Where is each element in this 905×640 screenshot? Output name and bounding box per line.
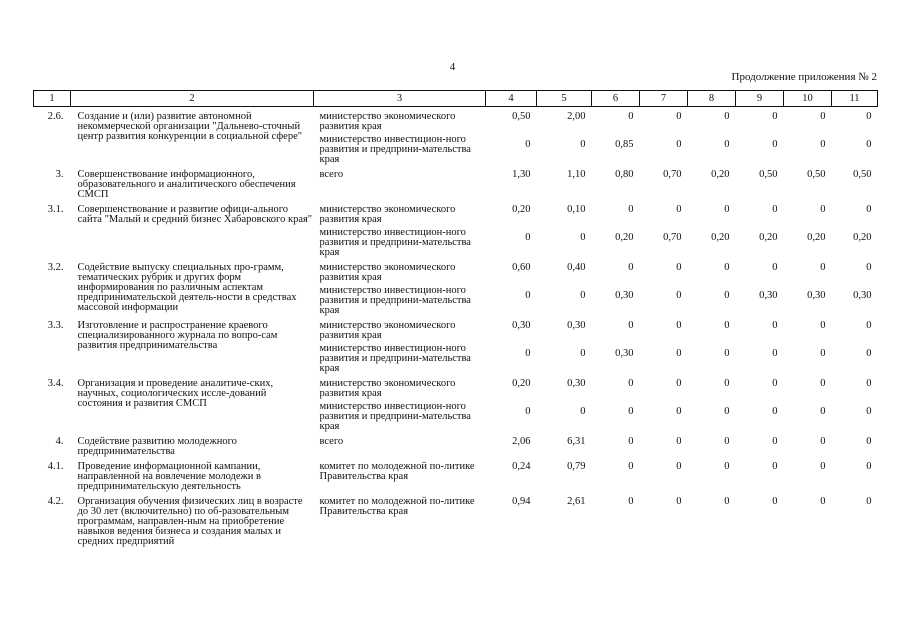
value-col-6: 0 bbox=[628, 378, 634, 389]
value-col-4: 0,20 bbox=[512, 378, 531, 389]
value-col-6: 0 bbox=[628, 436, 634, 447]
executor: министерство инвестицион-ного развития и предприни-мательства края bbox=[319, 343, 471, 374]
budget-table bbox=[33, 90, 878, 547]
value-col-6: 0,20 bbox=[615, 232, 634, 243]
header-cell-4: 4 bbox=[486, 91, 537, 107]
item-code: 4. bbox=[55, 436, 64, 447]
value-col-11: 0,50 bbox=[853, 169, 872, 180]
table-row bbox=[34, 316, 878, 341]
value-col-6: 0,85 bbox=[615, 139, 634, 150]
value-col-10: 0 bbox=[820, 204, 826, 215]
value-col-6: 0 bbox=[628, 406, 634, 417]
value-col-9: 0 bbox=[772, 496, 778, 507]
value-col-8: 0 bbox=[724, 436, 730, 447]
value-col-7: 0 bbox=[676, 496, 682, 507]
value-col-7: 0 bbox=[676, 436, 682, 447]
value-col-6: 0,30 bbox=[615, 348, 634, 359]
page-number: 4 bbox=[449, 61, 456, 73]
item-code: 3.4. bbox=[47, 378, 64, 389]
value-col-8: 0 bbox=[724, 139, 730, 150]
value-col-10: 0 bbox=[820, 320, 826, 331]
value-col-7: 0 bbox=[676, 262, 682, 273]
value-col-5: 0 bbox=[580, 232, 586, 243]
value-col-7: 0 bbox=[676, 111, 682, 122]
executor: комитет по молодежной по-литике Правительства края bbox=[319, 461, 475, 482]
header-row bbox=[34, 91, 878, 107]
value-col-10: 0 bbox=[820, 262, 826, 273]
value-col-10: 0 bbox=[820, 348, 826, 359]
item-code: 3.1. bbox=[47, 204, 64, 215]
value-col-11: 0 bbox=[866, 406, 872, 417]
value-col-5: 0 bbox=[580, 290, 586, 301]
value-col-7: 0 bbox=[676, 378, 682, 389]
header-cell-2: 2 bbox=[71, 91, 314, 107]
appendix-continuation-label: Продолжение приложения № 2 bbox=[731, 71, 877, 83]
executor: министерство экономического развития края bbox=[319, 111, 456, 132]
executor: комитет по молодежной по-литике Правительства края bbox=[319, 496, 475, 517]
value-col-10: 0 bbox=[820, 139, 826, 150]
header-cell-5: 5 bbox=[537, 91, 592, 107]
value-col-10: 0 bbox=[820, 406, 826, 417]
value-col-4: 0 bbox=[525, 232, 531, 243]
item-name: Организация и проведение аналитиче-ских, научных, социологических иссле-дований состояния и развития СМСП bbox=[77, 378, 274, 409]
value-col-8: 0 bbox=[724, 111, 730, 122]
value-col-11: 0 bbox=[866, 262, 872, 273]
value-col-9: 0 bbox=[772, 111, 778, 122]
value-col-8: 0 bbox=[724, 320, 730, 331]
value-col-11: 0 bbox=[866, 461, 872, 472]
value-col-7: 0 bbox=[676, 320, 682, 331]
value-col-11: 0 bbox=[866, 111, 872, 122]
value-col-10: 0 bbox=[820, 111, 826, 122]
item-name: Проведение информационной кампании, направленной на вовлечение молодежи в предпринимательскую деятельность bbox=[77, 461, 261, 492]
value-col-10: 0,30 bbox=[807, 290, 826, 301]
table-row bbox=[34, 165, 878, 200]
value-col-7: 0 bbox=[676, 348, 682, 359]
value-col-9: 0 bbox=[772, 139, 778, 150]
value-col-10: 0 bbox=[820, 461, 826, 472]
value-col-6: 0 bbox=[628, 262, 634, 273]
item-name: Содействие развитию молодежного предпринимательства bbox=[77, 436, 237, 457]
header-cell-1: 1 bbox=[34, 91, 71, 107]
item-code: 3. bbox=[55, 169, 64, 180]
executor: министерство экономического развития края bbox=[319, 204, 456, 225]
value-col-11: 0 bbox=[866, 320, 872, 331]
value-col-4: 0 bbox=[525, 290, 531, 301]
table-body bbox=[34, 107, 878, 548]
value-col-6: 0 bbox=[628, 204, 634, 215]
value-col-7: 0 bbox=[676, 461, 682, 472]
item-code: 3.2. bbox=[47, 262, 64, 273]
table-row bbox=[34, 457, 878, 492]
value-col-9: 0 bbox=[772, 348, 778, 359]
value-col-7: 0 bbox=[676, 139, 682, 150]
value-col-6: 0 bbox=[628, 111, 634, 122]
value-col-11: 0,20 bbox=[853, 232, 872, 243]
value-col-5: 0,30 bbox=[567, 320, 586, 331]
value-col-10: 0 bbox=[820, 436, 826, 447]
value-col-5: 2,00 bbox=[567, 111, 586, 122]
item-name: Изготовление и распространение краевого специализированного журнала по вопро-сам развития предпринимательства bbox=[77, 320, 278, 351]
value-col-9: 0 bbox=[772, 204, 778, 215]
value-col-8: 0 bbox=[724, 406, 730, 417]
item-name: Содействие выпуску специальных про-грамм, тематических рубрик и других форм информирования по различным аспектам предпринимательской деятель-ности в средствах массовой информации bbox=[77, 262, 297, 313]
value-col-6: 0 bbox=[628, 461, 634, 472]
value-col-10: 0 bbox=[820, 378, 826, 389]
value-col-9: 0 bbox=[772, 436, 778, 447]
value-col-4: 0 bbox=[525, 348, 531, 359]
value-col-11: 0 bbox=[866, 348, 872, 359]
value-col-4: 0,24 bbox=[512, 461, 531, 472]
value-col-10: 0,50 bbox=[807, 169, 826, 180]
value-col-4: 0 bbox=[525, 139, 531, 150]
value-col-6: 0 bbox=[628, 496, 634, 507]
value-col-11: 0 bbox=[866, 378, 872, 389]
value-col-7: 0 bbox=[676, 406, 682, 417]
value-col-6: 0,30 bbox=[615, 290, 634, 301]
value-col-6: 0,80 bbox=[615, 169, 634, 180]
executor: министерство инвестицион-ного развития и предприни-мательства края bbox=[319, 285, 471, 316]
value-col-8: 0,20 bbox=[711, 169, 730, 180]
item-code: 2.6. bbox=[47, 111, 64, 122]
value-col-8: 0 bbox=[724, 378, 730, 389]
header-cell-8: 8 bbox=[688, 91, 736, 107]
item-name: Создание и (или) развитие автономной некоммерческой организации "Дальнево-сточный центр развития конкуренции в социальной сфере" bbox=[77, 111, 303, 142]
value-col-10: 0,20 bbox=[807, 232, 826, 243]
executor: министерство экономического развития края bbox=[319, 320, 456, 341]
value-col-8: 0 bbox=[724, 461, 730, 472]
value-col-4: 0,20 bbox=[512, 204, 531, 215]
value-col-7: 0,70 bbox=[663, 232, 682, 243]
header-cell-6: 6 bbox=[592, 91, 640, 107]
value-col-8: 0 bbox=[724, 262, 730, 273]
value-col-5: 0 bbox=[580, 406, 586, 417]
item-name: Совершенствование информационного, образовательного и аналитического обеспечения СМСП bbox=[77, 169, 296, 200]
executor: министерство инвестицион-ного развития и предприни-мательства края bbox=[319, 134, 471, 165]
value-col-5: 0 bbox=[580, 139, 586, 150]
table-row bbox=[34, 258, 878, 283]
value-col-5: 2,61 bbox=[567, 496, 586, 507]
value-col-7: 0 bbox=[676, 204, 682, 215]
value-col-11: 0 bbox=[866, 204, 872, 215]
value-col-11: 0,30 bbox=[853, 290, 872, 301]
header-cell-9: 9 bbox=[736, 91, 784, 107]
item-code: 4.2. bbox=[47, 496, 64, 507]
item-name: Организация обучения физических лиц в возрасте до 30 лет (включительно) по об-разовательным программам, направлен-ным на приобретение навыков ведения бизнеса и создания малых и средних предприятий bbox=[77, 496, 303, 547]
value-col-9: 0 bbox=[772, 406, 778, 417]
value-col-9: 0 bbox=[772, 461, 778, 472]
value-col-9: 0,20 bbox=[759, 232, 778, 243]
value-col-8: 0 bbox=[724, 204, 730, 215]
value-col-11: 0 bbox=[866, 436, 872, 447]
value-col-4: 0,50 bbox=[512, 111, 531, 122]
value-col-9: 0,50 bbox=[759, 169, 778, 180]
executor: всего bbox=[319, 169, 344, 180]
value-col-5: 0,10 bbox=[567, 204, 586, 215]
value-col-10: 0 bbox=[820, 496, 826, 507]
item-name: Совершенствование и развитие офици-ального сайта "Малый и средний бизнес Хабаровского края" bbox=[77, 204, 313, 225]
item-code: 3.3. bbox=[47, 320, 64, 331]
value-col-4: 2,06 bbox=[512, 436, 531, 447]
table-header bbox=[34, 91, 878, 107]
executor: министерство инвестицион-ного развития и предприни-мательства края bbox=[319, 401, 471, 432]
value-col-5: 0,40 bbox=[567, 262, 586, 273]
value-col-7: 0 bbox=[676, 290, 682, 301]
value-col-4: 0,30 bbox=[512, 320, 531, 331]
header-cell-7: 7 bbox=[640, 91, 688, 107]
executor: министерство экономического развития края bbox=[319, 378, 456, 399]
header-cell-11: 11 bbox=[832, 91, 878, 107]
value-col-6: 0 bbox=[628, 320, 634, 331]
value-col-8: 0,20 bbox=[711, 232, 730, 243]
value-col-11: 0 bbox=[866, 139, 872, 150]
value-col-4: 0 bbox=[525, 406, 531, 417]
value-col-9: 0 bbox=[772, 378, 778, 389]
table-row bbox=[34, 432, 878, 457]
header-cell-10: 10 bbox=[784, 91, 832, 107]
executor: министерство экономического развития края bbox=[319, 262, 456, 283]
value-col-5: 0 bbox=[580, 348, 586, 359]
value-col-11: 0 bbox=[866, 496, 872, 507]
value-col-9: 0,30 bbox=[759, 290, 778, 301]
value-col-9: 0 bbox=[772, 262, 778, 273]
value-col-5: 0,79 bbox=[567, 461, 586, 472]
value-col-7: 0,70 bbox=[663, 169, 682, 180]
value-col-8: 0 bbox=[724, 290, 730, 301]
table-row bbox=[34, 492, 878, 547]
table-row bbox=[34, 107, 878, 133]
executor: всего bbox=[319, 436, 344, 447]
table-row bbox=[34, 200, 878, 225]
value-col-8: 0 bbox=[724, 348, 730, 359]
value-col-4: 0,94 bbox=[512, 496, 531, 507]
value-col-5: 1,10 bbox=[567, 169, 586, 180]
item-code: 4.1. bbox=[47, 461, 64, 472]
value-col-9: 0 bbox=[772, 320, 778, 331]
executor: министерство инвестицион-ного развития и предприни-мательства края bbox=[319, 227, 471, 258]
value-col-4: 1,30 bbox=[512, 169, 531, 180]
value-col-5: 6,31 bbox=[567, 436, 586, 447]
value-col-5: 0,30 bbox=[567, 378, 586, 389]
value-col-4: 0,60 bbox=[512, 262, 531, 273]
header-cell-3: 3 bbox=[314, 91, 486, 107]
value-col-8: 0 bbox=[724, 496, 730, 507]
table-row bbox=[34, 374, 878, 399]
